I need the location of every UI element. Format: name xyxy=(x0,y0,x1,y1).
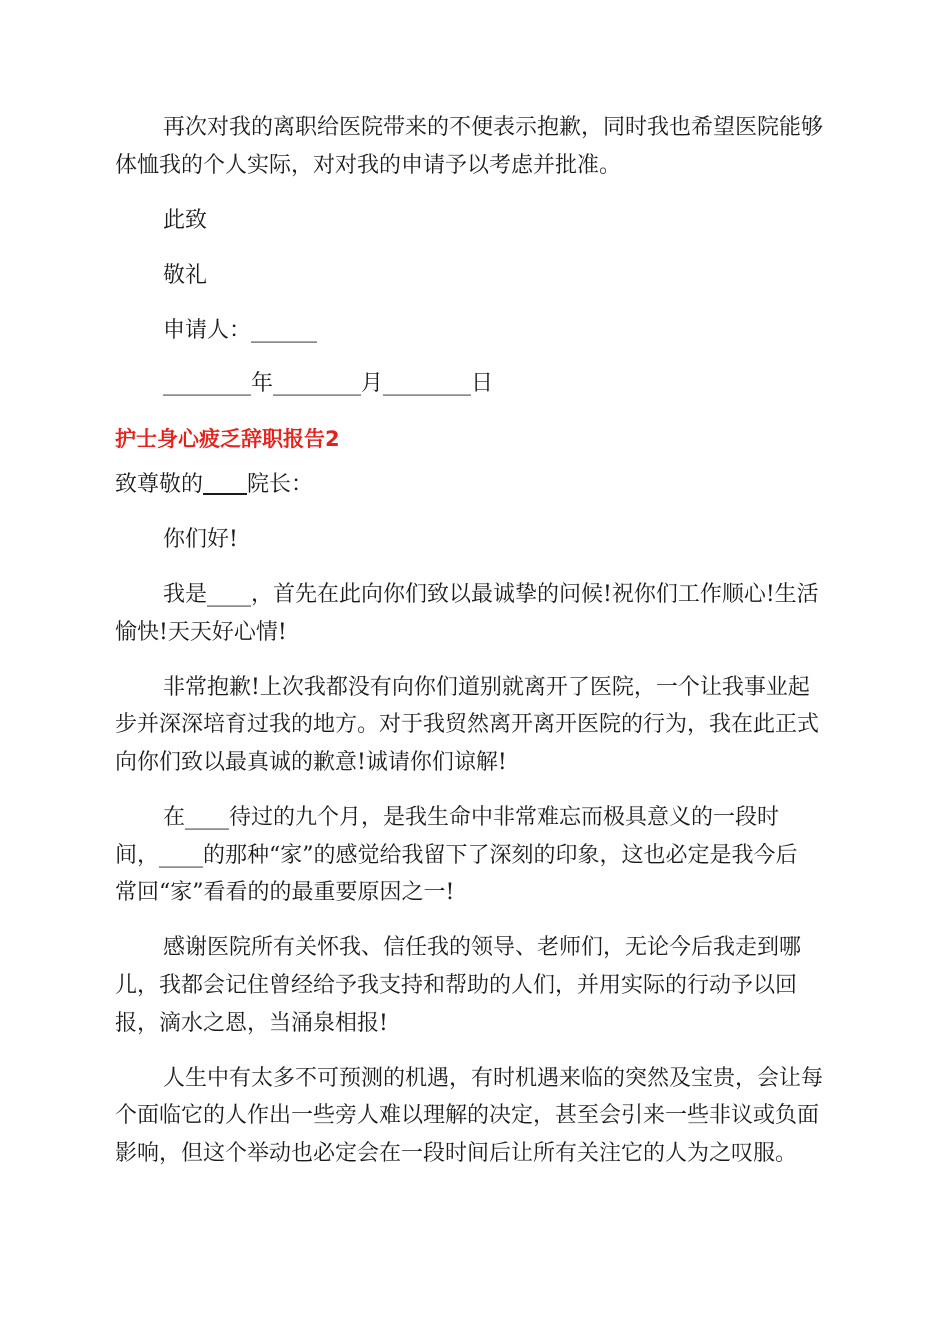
date-line: ________年________月________日 xyxy=(163,371,494,396)
paragraph-line: 间，____的那种“家”的感觉给我留下了深刻的印象，这也必定是我今后 xyxy=(115,843,798,868)
section-heading: 护士身心疲乏辞职报告2 xyxy=(115,427,340,451)
salutation-prefix: 致尊敬的 xyxy=(115,472,204,497)
paragraph-line: 再次对我的离职给医院带来的不便表示抱歉，同时我也希望医院能够 xyxy=(163,115,824,140)
greeting-line: 你们好! xyxy=(163,527,238,552)
paragraph-line: 儿，我都会记住曾经给予我支持和帮助的人们，并用实际的行动予以回 xyxy=(115,973,798,998)
paragraph-line: 在____待过的九个月，是我生命中非常难忘而极具意义的一段时 xyxy=(163,805,780,830)
paragraph-line: 报，滴水之恩，当涌泉相报! xyxy=(115,1011,388,1036)
paragraph-line: 向你们致以最真诚的歉意!诚请你们谅解! xyxy=(115,750,507,775)
paragraph-line: 我是____，首先在此向你们致以最诚挚的问候!祝你们工作顺心!生活 xyxy=(163,582,819,607)
paragraph-line: 常回“家”看看的的最重要原因之一! xyxy=(115,880,455,905)
paragraph-line: 步并深深培育过我的地方。对于我贸然离开离开医院的行为，我在此正式 xyxy=(115,712,820,737)
paragraph-line: 个面临它的人作出一些旁人难以理解的决定，甚至会引来一些非议或负面 xyxy=(115,1103,820,1128)
paragraph-line: 影响，但这个举动也必定会在一段时间后让所有关注它的人为之叹服。 xyxy=(115,1141,798,1166)
paragraph-line: 人生中有太多不可预测的机遇，有时机遇来临的突然及宝贵，会让每 xyxy=(163,1066,824,1091)
blank-underline xyxy=(203,471,247,495)
paragraph-line: 愉快!天天好心情! xyxy=(115,620,287,645)
paragraph-line: 感谢医院所有关怀我、信任我的领导、老师们，无论今后我走到哪 xyxy=(163,935,802,960)
salutation-suffix: 院长： xyxy=(247,472,314,497)
salutation-line xyxy=(115,470,313,500)
paragraph-line: 体恤我的个人实际，对对我的申请予以考虑并批准。 xyxy=(115,153,622,178)
applicant-line: 申请人：______ xyxy=(163,318,318,343)
paragraph-line: 非常抱歉!上次我都没有向你们道别就离开了医院，一个让我事业起 xyxy=(163,675,810,700)
closing-line: 敬礼 xyxy=(163,263,208,288)
closing-line: 此致 xyxy=(163,208,208,233)
